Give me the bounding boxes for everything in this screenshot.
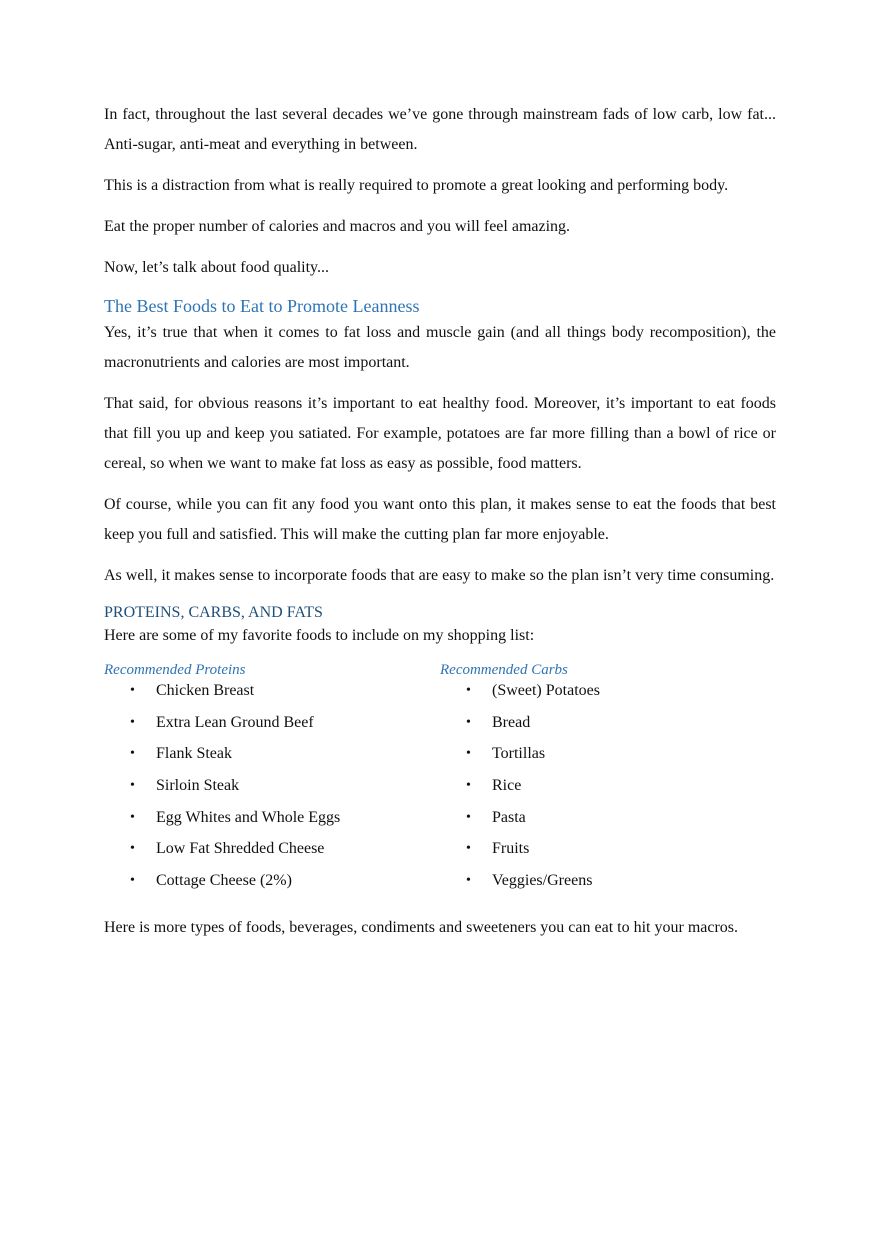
bullet-icon: • [130,714,135,730]
carbs-title: Recommended Carbs [440,662,568,678]
list-item: • Sirloin Steak [130,777,240,795]
document-page [104,100,776,954]
bullet-icon: • [130,746,135,762]
bullet-icon: • [466,683,471,698]
list-item: • Tortillas [466,745,546,763]
intro-paragraph-1: In fact, throughout the last several decades we’ve gone through mainstream fads of low carb, low fat... Anti-sugar, anti-meat and everything in between. [104,106,776,153]
list-item: • Rice [466,777,522,795]
intro-paragraph-3: Eat the proper number of calories and macros and you will feel amazing. [104,218,571,235]
macros-heading: PROTEINS, CARBS, AND FATS [104,604,323,621]
bullet-icon: • [130,809,135,825]
macros-intro: Here are some of my favorite foods to include on my shopping list: [104,627,535,644]
list-item: • Pasta [466,808,526,826]
list-item: • Extra Lean Ground Beef [130,713,314,731]
closing-paragraph: Here is more types of foods, beverages, condiments and sweeteners you can eat to hit your macros. [104,918,739,936]
list-item: • Cottage Cheese (2%) [130,872,292,890]
list-item: • Low Fat Shredded Cheese [130,840,325,858]
bullet-icon: • [466,873,471,889]
bullet-icon: • [130,683,135,698]
best-foods-heading: The Best Foods to Eat to Promote Leanness [104,296,420,316]
intro-paragraph-2: This is a distraction from what is really required to promote a great looking and performing body. [104,177,729,194]
bullet-icon: • [130,873,135,889]
best-foods-paragraph-3: Of course, while you can fit any food you want onto this plan, it makes sense to eat the foods that best keep you full and satisfied. This will make the cutting plan far more enjoyable. [104,496,776,543]
best-foods-paragraph-4: As well, it makes sense to incorporate foods that are easy to make so the plan isn’t very time consuming. [104,567,775,584]
list-item: • Egg Whites and Whole Eggs [130,808,341,826]
bullet-icon: • [466,746,471,762]
list-item: • Bread [466,713,531,731]
food-lists [104,659,776,903]
best-foods-paragraph-2: That said, for obvious reasons it’s important to eat healthy food. Moreover, it’s important to eat foods that fill you up and keep you satiated. For example, potatoes are far more filling than a bowl of rice or cereal, so when we want to make fat loss as easy as possible, food matters. [104,395,776,472]
bullet-icon: • [130,841,135,857]
carbs-column [440,659,776,903]
proteins-title: Recommended Proteins [104,662,246,678]
list-item: • Fruits [466,840,530,858]
list-item: • Chicken Breast [130,682,255,699]
list-item: • (Sweet) Potatoes [466,682,600,699]
carbs-list [440,681,776,891]
proteins-column [104,659,440,903]
bullet-icon: • [466,841,471,857]
bullet-icon: • [466,714,471,730]
list-item: • Veggies/Greens [466,872,593,890]
best-foods-paragraph-1: Yes, it’s true that when it comes to fat loss and muscle gain (and all things body recomposition), the macronutrients and calories are most important. [104,324,776,371]
bullet-icon: • [130,778,135,794]
intro-paragraph-4: Now, let’s talk about food quality... [104,259,329,276]
proteins-list [104,681,440,891]
list-item: • Flank Steak [130,745,232,763]
bullet-icon: • [466,778,471,794]
bullet-icon: • [466,809,471,825]
